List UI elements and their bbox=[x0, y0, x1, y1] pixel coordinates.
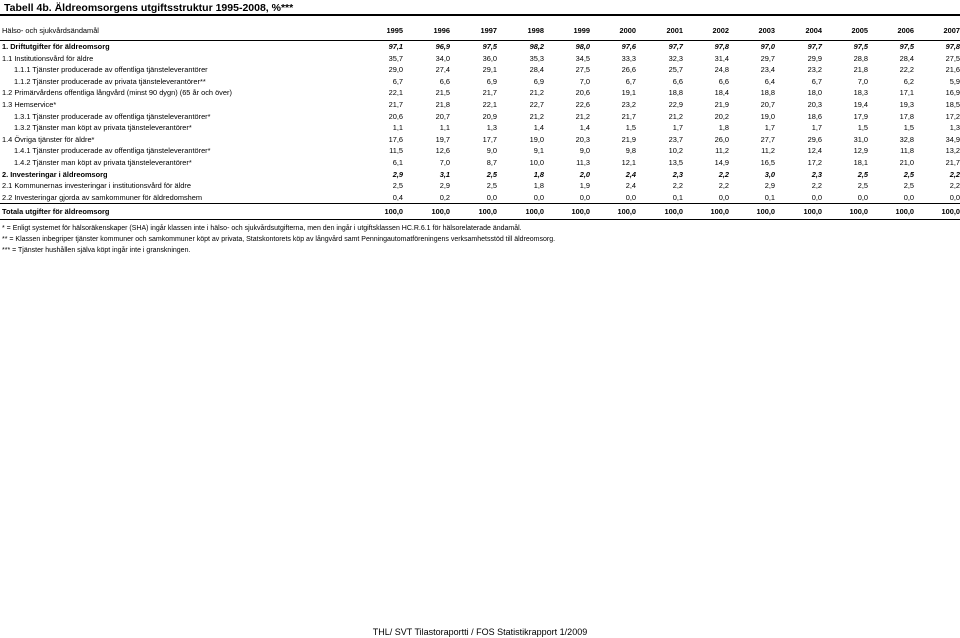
cell-value: 2,5 bbox=[857, 169, 868, 179]
cell-value: 0,0 bbox=[625, 192, 636, 202]
year-header: 2005 bbox=[851, 26, 868, 35]
cell-value: 19,0 bbox=[529, 134, 544, 144]
table-row bbox=[0, 180, 960, 192]
table-row bbox=[0, 53, 960, 65]
row-label: 1.2 Primärvårdens offentliga långvård (minst 90 dygn) (65 år och över) bbox=[2, 88, 232, 98]
cell-value: 0,0 bbox=[903, 192, 914, 202]
cell-value: 6,7 bbox=[625, 76, 636, 86]
row-label: 1.1.1 Tjänster producerade av offentliga tjänsteleverantörer bbox=[14, 65, 208, 75]
cell-value: 1,8 bbox=[533, 181, 544, 191]
cell-value: 100,0 bbox=[548, 204, 594, 220]
cell-value: 17,8 bbox=[899, 111, 914, 121]
cell-value: 18,8 bbox=[760, 88, 775, 98]
cell-value: 1,4 bbox=[579, 123, 590, 133]
cell-value: 7,0 bbox=[439, 157, 450, 167]
cell-value: 34,9 bbox=[945, 134, 960, 144]
cell-value: 17,9 bbox=[853, 111, 868, 121]
cell-value: 6,6 bbox=[718, 76, 729, 86]
cell-value: 21,9 bbox=[621, 134, 636, 144]
cell-value: 24,8 bbox=[714, 65, 729, 75]
cell-value: 18,4 bbox=[714, 88, 729, 98]
cell-value: 100,0 bbox=[872, 204, 918, 220]
cell-value: 2,5 bbox=[392, 181, 403, 191]
cell-value: 13,5 bbox=[668, 157, 683, 167]
cell-value: 0,1 bbox=[672, 192, 683, 202]
cell-value: 7,0 bbox=[579, 76, 590, 86]
table-row bbox=[0, 157, 960, 169]
cell-value: 22,1 bbox=[388, 88, 403, 98]
cell-value: 26,0 bbox=[714, 134, 729, 144]
cell-value: 100,0 bbox=[918, 204, 960, 220]
cell-value: 97,5 bbox=[899, 42, 914, 51]
footnote: *** = Tjänster hushållen själva köpt ingår inte i granskningen. bbox=[2, 247, 191, 254]
cell-value: 0,0 bbox=[579, 192, 590, 202]
cell-value: 0,4 bbox=[392, 192, 403, 202]
cell-value: 19,1 bbox=[621, 88, 636, 98]
cell-value: 1,5 bbox=[903, 123, 914, 133]
cell-value: 23,2 bbox=[807, 65, 822, 75]
cell-value: 22,9 bbox=[668, 99, 683, 109]
year-header: 2002 bbox=[712, 26, 729, 35]
cell-value: 19,7 bbox=[435, 134, 450, 144]
cell-value: 36,0 bbox=[482, 53, 497, 63]
cell-value: 6,6 bbox=[672, 76, 683, 86]
cell-value: 0,2 bbox=[439, 192, 450, 202]
cell-value: 19,4 bbox=[853, 99, 868, 109]
table-row bbox=[0, 99, 960, 111]
cell-value: 6,4 bbox=[764, 76, 775, 86]
cell-value: 19,3 bbox=[899, 99, 914, 109]
cell-value: 2,3 bbox=[811, 169, 822, 179]
cell-value: 1,1 bbox=[439, 123, 450, 133]
cell-value: 96,9 bbox=[435, 42, 450, 51]
cell-value: 18,1 bbox=[853, 157, 868, 167]
year-header: 1998 bbox=[527, 26, 544, 35]
cell-value: 6,1 bbox=[392, 157, 403, 167]
expenditure-table bbox=[0, 23, 960, 220]
cell-value: 100,0 bbox=[779, 204, 826, 220]
cell-value: 16,9 bbox=[945, 88, 960, 98]
cell-value: 21,8 bbox=[853, 65, 868, 75]
row-label: 1.4.2 Tjänster man köpt av privata tjänsteleverantörer* bbox=[14, 157, 192, 167]
cell-value: 20,9 bbox=[482, 111, 497, 121]
table-row bbox=[0, 192, 960, 204]
cell-value: 97,0 bbox=[760, 42, 775, 51]
cell-value: 1,1 bbox=[392, 123, 403, 133]
year-header: 1999 bbox=[573, 26, 590, 35]
cell-value: 1,5 bbox=[625, 123, 636, 133]
cell-value: 26,6 bbox=[621, 65, 636, 75]
cell-value: 27,7 bbox=[760, 134, 775, 144]
cell-value: 22,1 bbox=[482, 99, 497, 109]
cell-value: 1,7 bbox=[811, 123, 822, 133]
cell-value: 2,5 bbox=[486, 181, 497, 191]
title-rule bbox=[0, 14, 960, 16]
cell-value: 29,9 bbox=[807, 53, 822, 63]
cell-value: 21,7 bbox=[388, 99, 403, 109]
cell-value: 10,2 bbox=[668, 146, 683, 156]
cell-value: 1,8 bbox=[533, 169, 544, 179]
cell-value: 11,8 bbox=[900, 146, 914, 156]
cell-value: 1,5 bbox=[857, 123, 868, 133]
cell-value: 28,4 bbox=[529, 65, 544, 75]
cell-value: 12,9 bbox=[853, 146, 868, 156]
cell-value: 6,7 bbox=[392, 76, 403, 86]
cell-value: 2,2 bbox=[718, 169, 729, 179]
cell-value: 17,2 bbox=[807, 157, 822, 167]
cell-value: 21,2 bbox=[668, 111, 683, 121]
row-label: Totala utgifter för äldreomsorg bbox=[0, 204, 360, 220]
cell-value: 12,4 bbox=[807, 146, 822, 156]
year-header: 2001 bbox=[666, 26, 683, 35]
cell-value: 23,7 bbox=[668, 134, 683, 144]
cell-value: 28,4 bbox=[899, 53, 914, 63]
cell-value: 22,6 bbox=[575, 99, 590, 109]
cell-value: 6,2 bbox=[903, 76, 914, 86]
cell-value: 97,7 bbox=[807, 42, 822, 51]
cell-value: 18,5 bbox=[945, 99, 960, 109]
cell-value: 2,5 bbox=[857, 181, 868, 191]
cell-value: 6,9 bbox=[486, 76, 497, 86]
cell-value: 97,6 bbox=[621, 42, 636, 51]
cell-value: 3,0 bbox=[764, 169, 775, 179]
cell-value: 17,7 bbox=[482, 134, 497, 144]
cell-value: 97,5 bbox=[853, 42, 868, 51]
cell-value: 2,2 bbox=[949, 181, 960, 191]
cell-value: 97,8 bbox=[945, 42, 960, 51]
cell-value: 98,2 bbox=[529, 42, 544, 51]
row-label: 1. Driftutgifter för äldreomsorg bbox=[2, 42, 110, 51]
cell-value: 18,0 bbox=[807, 88, 822, 98]
row-label: 1.1.2 Tjänster producerade av privata tjänsteleverantörer** bbox=[14, 76, 206, 86]
cell-value: 2,4 bbox=[625, 169, 636, 179]
cell-value: 20,6 bbox=[388, 111, 403, 121]
row-label: 2.2 Investeringar gjorda av samkommuner för äldredomshem bbox=[2, 192, 203, 202]
cell-value: 17,2 bbox=[945, 111, 960, 121]
year-header: 1995 bbox=[386, 26, 403, 35]
cell-value: 33,3 bbox=[621, 53, 636, 63]
cell-value: 20,7 bbox=[760, 99, 775, 109]
cell-value: 21,0 bbox=[899, 157, 914, 167]
cell-value: 2,5 bbox=[903, 181, 914, 191]
cell-value: 0,0 bbox=[811, 192, 822, 202]
footnote: * = Enligt systemet för hälsoräkenskaper (SHA) ingår klassen inte i hälso- och sjukvårdsutgifterna, men den ingår i utgiftsklassen HC.R.6.1 för hälsorelaterade ändamål. bbox=[2, 225, 522, 232]
cell-value: 34,0 bbox=[435, 53, 450, 63]
cell-value: 35,3 bbox=[529, 53, 544, 63]
cell-value: 100,0 bbox=[407, 204, 454, 220]
cell-value: 1,9 bbox=[579, 181, 590, 191]
cell-value: 31,0 bbox=[853, 134, 868, 144]
cell-value: 32,3 bbox=[668, 53, 683, 63]
cell-value: 18,8 bbox=[668, 88, 683, 98]
cell-value: 20,3 bbox=[575, 134, 590, 144]
cell-value: 27,5 bbox=[945, 53, 960, 63]
year-header: 2004 bbox=[805, 26, 822, 35]
cell-value: 21,2 bbox=[575, 111, 590, 121]
cell-value: 12,1 bbox=[621, 157, 636, 167]
cell-value: 2,9 bbox=[392, 169, 403, 179]
cell-value: 97,5 bbox=[482, 42, 497, 51]
cell-value: 34,5 bbox=[575, 53, 590, 63]
cell-value: 2,5 bbox=[903, 169, 914, 179]
table-title: Tabell 4b. Äldreomsorgens utgiftsstruktur 1995-2008, %*** bbox=[4, 2, 294, 14]
cell-value: 9,8 bbox=[625, 146, 636, 156]
cell-value: 100,0 bbox=[687, 204, 733, 220]
cell-value: 17,1 bbox=[899, 88, 914, 98]
cell-value: 97,1 bbox=[388, 42, 403, 51]
cell-value: 29,6 bbox=[807, 134, 822, 144]
cell-value: 20,7 bbox=[435, 111, 450, 121]
cell-value: 2,0 bbox=[579, 169, 590, 179]
table-row bbox=[0, 134, 960, 146]
year-header: 2006 bbox=[897, 26, 914, 35]
cell-value: 21,8 bbox=[435, 99, 450, 109]
cell-value: 23,4 bbox=[760, 65, 775, 75]
cell-value: 2,2 bbox=[949, 169, 960, 179]
year-header: 2003 bbox=[758, 26, 775, 35]
cell-value: 100,0 bbox=[454, 204, 501, 220]
cell-value: 14,9 bbox=[714, 157, 729, 167]
table-row bbox=[0, 111, 960, 123]
cell-value: 21,9 bbox=[714, 99, 729, 109]
cell-value: 100,0 bbox=[360, 204, 407, 220]
cell-value: 0,0 bbox=[486, 192, 497, 202]
row-label: 2.1 Kommunernas investeringar i institutionsvård för äldre bbox=[2, 181, 191, 191]
table-row bbox=[0, 41, 960, 53]
year-header: 2007 bbox=[943, 26, 960, 35]
table-row bbox=[0, 76, 960, 88]
cell-value: 1,7 bbox=[764, 123, 775, 133]
cell-value: 18,3 bbox=[853, 88, 868, 98]
cell-value: 6,6 bbox=[439, 76, 450, 86]
table-row bbox=[0, 87, 960, 99]
cell-value: 27,4 bbox=[435, 65, 450, 75]
cell-value: 100,0 bbox=[640, 204, 687, 220]
cell-value: 7,0 bbox=[857, 76, 868, 86]
cell-value: 0,0 bbox=[533, 192, 544, 202]
cell-value: 1,4 bbox=[533, 123, 544, 133]
unit-label: Hälso- och sjukvårdsändamål bbox=[2, 26, 99, 35]
cell-value: 1,8 bbox=[718, 123, 729, 133]
cell-value: 8,7 bbox=[486, 157, 497, 167]
year-header: 2000 bbox=[619, 26, 636, 35]
cell-value: 0,1 bbox=[764, 192, 775, 202]
cell-value: 9,1 bbox=[533, 146, 544, 156]
cell-value: 11,5 bbox=[389, 146, 403, 156]
cell-value: 20,6 bbox=[575, 88, 590, 98]
footnote: ** = Klassen inbegriper tjänster kommuner och samkommuner köpt av privata, Statskontorets köp av långvård samt Penningautomatföreningens verksamhetsstöd till äldreomsorg. bbox=[2, 236, 556, 243]
cell-value: 28,8 bbox=[853, 53, 868, 63]
cell-value: 100,0 bbox=[594, 204, 640, 220]
cell-value: 22,7 bbox=[529, 99, 544, 109]
cell-value: 21,7 bbox=[945, 157, 960, 167]
year-header: 1997 bbox=[480, 26, 497, 35]
page-footer: THL/ SVT Tilastoraportti / FOS Statistikrapport 1/2009 bbox=[372, 627, 588, 637]
footnotes bbox=[2, 223, 555, 256]
cell-value: 0,0 bbox=[949, 192, 960, 202]
row-label: 1.3.1 Tjänster producerade av offentliga tjänsteleverantörer* bbox=[14, 111, 211, 121]
cell-value: 12,6 bbox=[435, 146, 450, 156]
cell-value: 29,7 bbox=[760, 53, 775, 63]
cell-value: 11,2 bbox=[761, 146, 775, 156]
year-header: 1996 bbox=[433, 26, 450, 35]
cell-value: 29,1 bbox=[482, 65, 497, 75]
cell-value: 2,9 bbox=[439, 181, 450, 191]
row-label: 2. Investeringar i äldreomsorg bbox=[2, 169, 108, 179]
cell-value: 20,2 bbox=[714, 111, 729, 121]
cell-value: 10,0 bbox=[529, 157, 544, 167]
cell-value: 9,0 bbox=[486, 146, 497, 156]
cell-value: 100,0 bbox=[501, 204, 548, 220]
cell-value: 18,6 bbox=[807, 111, 822, 121]
cell-value: 23,2 bbox=[621, 99, 636, 109]
cell-value: 3,1 bbox=[439, 169, 450, 179]
cell-value: 16,5 bbox=[760, 157, 775, 167]
table-row bbox=[0, 204, 960, 220]
cell-value: 21,7 bbox=[482, 88, 497, 98]
cell-value: 6,7 bbox=[811, 76, 822, 86]
cell-value: 2,2 bbox=[672, 181, 683, 191]
table-row bbox=[0, 122, 960, 134]
cell-value: 0,0 bbox=[718, 192, 729, 202]
cell-value: 97,8 bbox=[714, 42, 729, 51]
row-label: 1.4 Övriga tjänster för äldre* bbox=[2, 134, 95, 144]
cell-value: 25,7 bbox=[668, 65, 683, 75]
cell-value: 1,3 bbox=[949, 123, 960, 133]
cell-value: 27,5 bbox=[575, 65, 590, 75]
table-row bbox=[0, 145, 960, 157]
row-label: 1.3.2 Tjänster man köpt av privata tjänsteleverantörer* bbox=[14, 123, 192, 133]
cell-value: 21,6 bbox=[945, 65, 960, 75]
cell-value: 31,4 bbox=[714, 53, 729, 63]
cell-value: 1,3 bbox=[486, 123, 497, 133]
table-row bbox=[0, 169, 960, 181]
cell-value: 97,7 bbox=[668, 42, 683, 51]
cell-value: 13,2 bbox=[945, 146, 960, 156]
cell-value: 1,7 bbox=[672, 123, 683, 133]
row-label: 1.1 Institutionsvård för äldre bbox=[2, 53, 94, 63]
cell-value: 22,2 bbox=[899, 65, 914, 75]
cell-value: 11,3 bbox=[576, 157, 590, 167]
cell-value: 2,3 bbox=[672, 169, 683, 179]
cell-value: 2,2 bbox=[811, 181, 822, 191]
cell-value: 100,0 bbox=[826, 204, 872, 220]
cell-value: 35,7 bbox=[388, 53, 403, 63]
cell-value: 21,2 bbox=[529, 88, 544, 98]
cell-value: 20,3 bbox=[807, 99, 822, 109]
cell-value: 21,5 bbox=[435, 88, 450, 98]
table-row bbox=[0, 64, 960, 76]
cell-value: 2,9 bbox=[764, 181, 775, 191]
row-label: 1.3 Hemservice* bbox=[2, 99, 57, 109]
row-label: 1.4.1 Tjänster producerade av offentliga tjänsteleverantörer* bbox=[14, 146, 211, 156]
cell-value: 0,0 bbox=[857, 192, 868, 202]
cell-value: 19,0 bbox=[760, 111, 775, 121]
cell-value: 2,5 bbox=[486, 169, 497, 179]
cell-value: 6,9 bbox=[533, 76, 544, 86]
cell-value: 21,7 bbox=[621, 111, 636, 121]
cell-value: 11,2 bbox=[715, 146, 729, 156]
cell-value: 9,0 bbox=[579, 146, 590, 156]
cell-value: 98,0 bbox=[575, 42, 590, 51]
cell-value: 100,0 bbox=[733, 204, 779, 220]
cell-value: 21,2 bbox=[529, 111, 544, 121]
header-row bbox=[0, 23, 960, 39]
cell-value: 5,9 bbox=[949, 76, 960, 86]
cell-value: 32,8 bbox=[899, 134, 914, 144]
cell-value: 2,2 bbox=[718, 181, 729, 191]
cell-value: 17,6 bbox=[388, 134, 403, 144]
cell-value: 29,0 bbox=[388, 65, 403, 75]
cell-value: 2,4 bbox=[625, 181, 636, 191]
